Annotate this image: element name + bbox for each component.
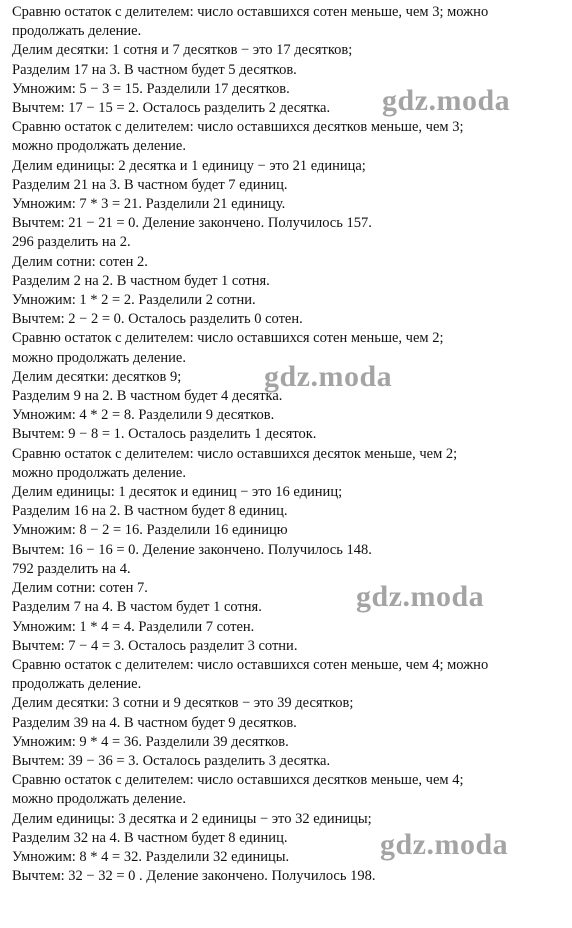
text-line: Умножим: 5 − 3 = 15. Разделили 17 десятков.	[12, 80, 290, 97]
text-line: Разделим 39 на 4. В частном будет 9 десятков.	[12, 714, 297, 731]
text-line: можно продолжать деление.	[12, 349, 186, 366]
text-line: Сравню остаток с делителем: число оставшихся сотен меньше, чем 2;	[12, 330, 444, 347]
text-line: продолжать деление.	[12, 23, 142, 40]
text-line: продолжать деление.	[12, 676, 142, 693]
text-line: Вычтем: 9 − 8 = 1. Осталось разделить 1 десяток.	[12, 426, 317, 443]
text-line: можно продолжать деление.	[12, 464, 186, 481]
text-line: Сравню остаток с делителем: число оставшихся сотен меньше, чем 4; можно	[12, 656, 489, 673]
text-line: Разделим 7 на 4. В частом будет 1 сотня.	[12, 599, 262, 616]
text-line: Разделим 21 на 3. В частном будет 7 единиц.	[12, 176, 288, 193]
watermark: gdz.moda	[382, 84, 511, 117]
text-line: Вычтем: 16 − 16 = 0. Деление закончено. Получилось 148.	[12, 541, 372, 558]
text-line: Вычтем: 39 − 36 = 3. Осталось разделить 3 десятка.	[12, 752, 331, 769]
text-line: 296 разделить на 2.	[12, 234, 131, 251]
text-line: Умножим: 7 * 3 = 21. Разделили 21 единицу.	[12, 196, 286, 213]
text-line: Умножим: 9 * 4 = 36. Разделили 39 десятков.	[12, 733, 289, 750]
text-line: Вычтем: 7 − 4 = 3. Осталось разделит 3 сотни.	[12, 637, 298, 654]
text-line: Делим десятки: 1 сотня и 7 десятков − это 17 десятков;	[12, 42, 353, 59]
document-text	[12, 3, 568, 886]
text-line: Умножим: 8 − 2 = 16. Разделили 16 единицю	[12, 522, 288, 539]
text-line: Разделим 2 на 2. В частном будет 1 сотня.	[12, 272, 270, 289]
text-line: Делим десятки: десятков 9;	[12, 368, 182, 385]
text-line: Сравню остаток с делителем: число оставшихся сотен меньше, чем 3; можно	[12, 4, 489, 20]
text-line: Сравню остаток с делителем: число оставшихся десятков меньше, чем 3;	[12, 119, 464, 136]
text-line: Сравню остаток с делителем: число оставшихся десяток меньше, чем 2;	[12, 445, 458, 462]
watermark: gdz.moda	[264, 360, 393, 393]
text-line: можно продолжать деление.	[12, 791, 186, 808]
text-line: Разделим 32 на 4. В частном будет 8 единиц.	[12, 829, 288, 846]
text-line: Умножим: 4 * 2 = 8. Разделили 9 десятков.	[12, 407, 275, 424]
text-line: Вычтем: 32 − 32 = 0 . Деление закончено. Получилось 198.	[12, 868, 376, 885]
text-line: Делим единицы: 3 десятка и 2 единицы − это 32 единицы;	[12, 810, 372, 827]
watermark: gdz.moda	[380, 828, 509, 861]
watermark: gdz.moda	[356, 580, 485, 613]
text-line: Вычтем: 17 − 15 = 2. Осталось разделить 2 десятка.	[12, 100, 331, 117]
text-line: можно продолжать деление.	[12, 138, 186, 155]
text-line: Вычтем: 2 − 2 = 0. Осталось разделить 0 сотен.	[12, 311, 303, 328]
text-line: Делим десятки: 3 сотни и 9 десятков − это 39 десятков;	[12, 695, 354, 712]
text-line: Умножим: 1 * 2 = 2. Разделили 2 сотни.	[12, 292, 256, 309]
text-line: Делим сотни: сотен 2.	[12, 253, 148, 270]
text-line: Умножим: 8 * 4 = 32. Разделили 32 единицы.	[12, 848, 290, 865]
text-line: Сравню остаток с делителем: число оставшихся десятков меньше, чем 4;	[12, 772, 464, 789]
text-line: Разделим 17 на 3. В частном будет 5 десятков.	[12, 61, 297, 78]
text-line: Делим сотни: сотен 7.	[12, 580, 148, 597]
text-line: 792 разделить на 4.	[12, 560, 131, 577]
text-line: Делим единицы: 2 десятка и 1 единицу − это 21 единица;	[12, 157, 366, 174]
text-line: Умножим: 1 * 4 = 4. Разделили 7 сотен.	[12, 618, 255, 635]
text-line: Вычтем: 21 − 21 = 0. Деление закончено. Получилось 157.	[12, 215, 372, 232]
text-line: Делим единицы: 1 десяток и единиц − это 16 единиц;	[12, 484, 343, 501]
text-line: Разделим 16 на 2. В частном будет 8 единиц.	[12, 503, 288, 520]
text-line: Разделим 9 на 2. В частном будет 4 десятка.	[12, 388, 283, 405]
